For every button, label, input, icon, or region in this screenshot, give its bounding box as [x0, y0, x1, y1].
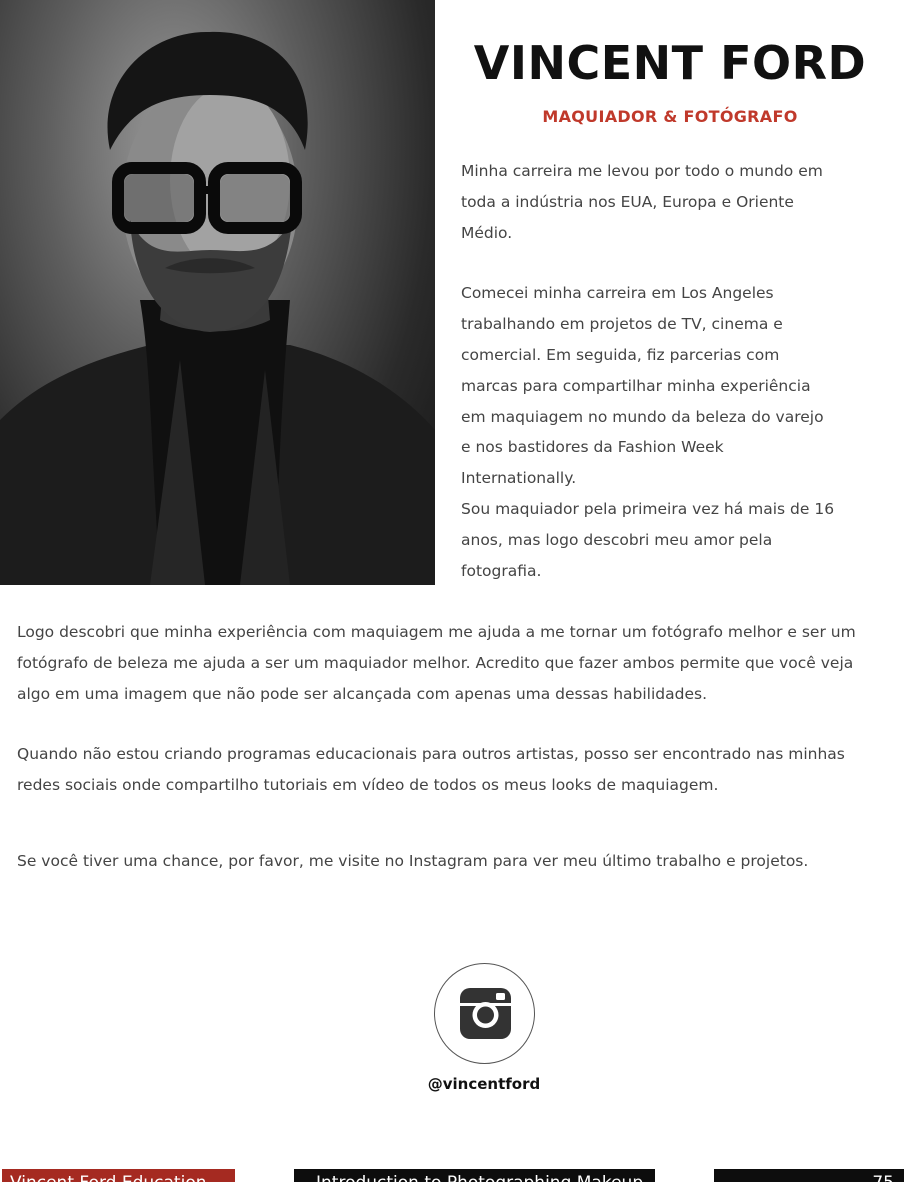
bio-paragraph: Se você tiver uma chance, por favor, me visite no Instagram para ver meu último trabalho e projetos. — [17, 851, 809, 870]
footer-brand-bar — [2, 1169, 235, 1193]
bio-full-width — [17, 617, 887, 877]
portrait-illustration — [0, 0, 435, 585]
profile-role: MAQUIADOR & FOTÓGRAFO — [542, 107, 798, 126]
footer-title-bar — [294, 1169, 655, 1193]
footer-page-bar — [714, 1169, 904, 1193]
page-number: 75 — [872, 1173, 894, 1193]
footer-title: Introduction to Photographing Makeup — [316, 1173, 644, 1193]
instagram-link[interactable] — [434, 963, 535, 1064]
instagram-handle[interactable]: @vincentford — [427, 1075, 541, 1093]
profile-name: VINCENT FORD — [473, 36, 867, 90]
instagram-icon — [458, 986, 513, 1041]
portrait-photo — [0, 0, 435, 585]
bio-paragraph: Minha carreira me levou por todo o mundo em toda a indústria nos EUA, Europa e Oriente Médio. — [461, 162, 823, 242]
bio-paragraph: Sou maquiador pela primeira vez há mais de 16 anos, mas logo descobri meu amor pela fotografia. — [461, 499, 835, 580]
bio-paragraph: Logo descobri que minha experiência com maquiagem me ajuda a me tornar um fotógrafo melhor e ser um fotógrafo de beleza me ajuda a ser um maquiador melhor. Acredito que fazer ambos permite que você veja algo em uma imagem que não pode ser alcançada com apenas uma dessas habilidades. — [17, 623, 856, 703]
bio-paragraph: Quando não estou criando programas educacionais para outros artistas, posso ser encontrado nas minhas redes sociais onde compartilho tutoriais em vídeo de todos os meus looks de maquiagem. — [17, 745, 845, 795]
bio-paragraph: Comecei minha carreira em Los Angeles trabalhando em projetos de TV, cinema e comercial. Em seguida, fiz parcerias com marcas para compartilhar minha experiência em maquiagem no mundo da beleza do varejo e nos bastidores da Fashion Week Internationally. — [461, 284, 824, 488]
bio-right-column — [461, 156, 836, 586]
footer-brand: Vincent Ford Education — [10, 1173, 207, 1193]
